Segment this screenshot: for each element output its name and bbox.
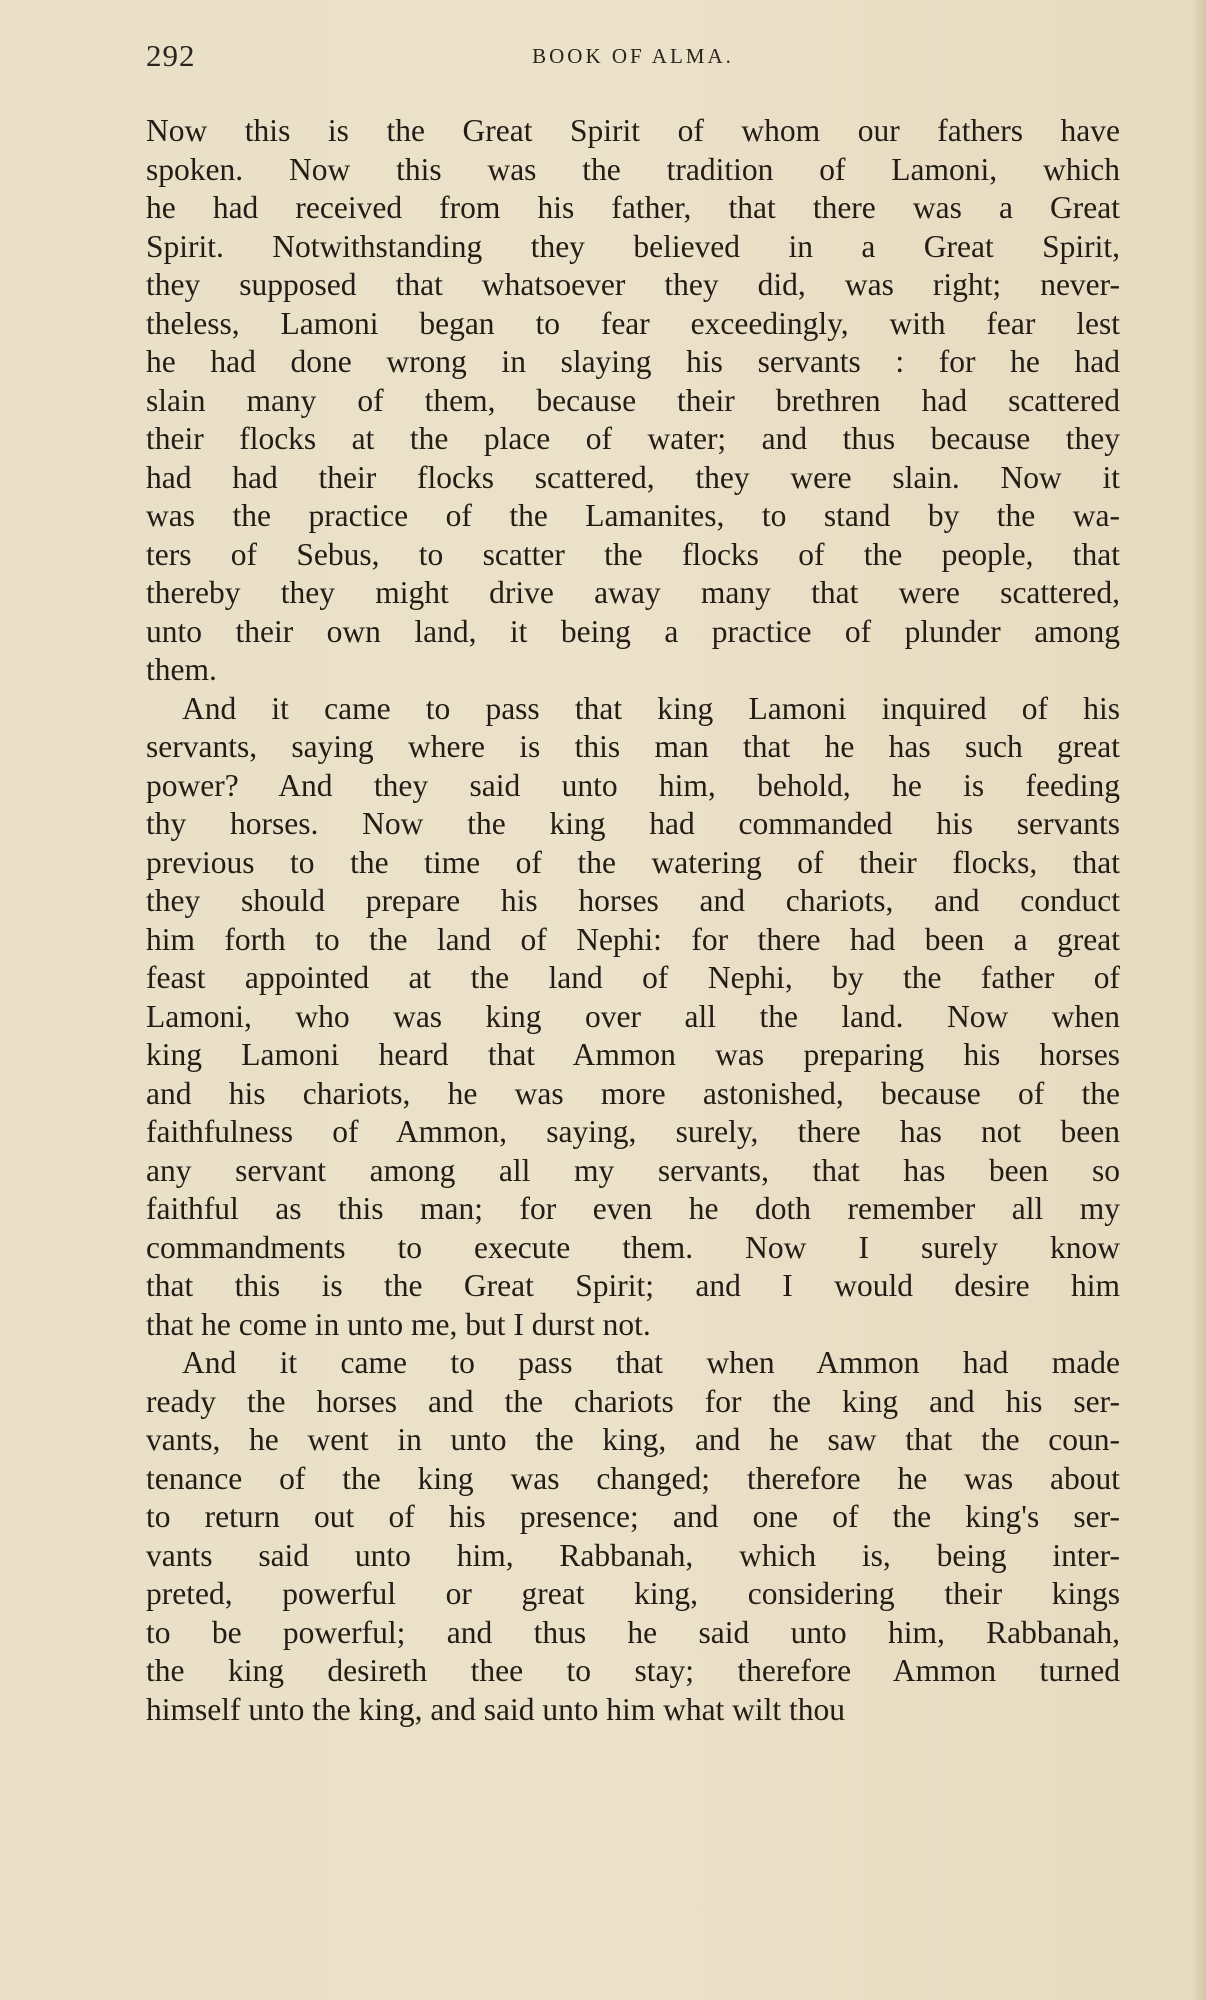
- text-line: him forth to the land of Nephi: for there had been a great: [146, 921, 1120, 957]
- text-line: preted, powerful or great king, considering their kings: [146, 1576, 1120, 1611]
- text-line: thy horses. Now the king had commanded his servants: [146, 806, 1120, 841]
- text-line: they should prepare his horses and chariots, and conduct: [146, 883, 1120, 918]
- text-line: their flocks at the place of water; and thus because they: [146, 421, 1120, 456]
- text-line: Now this is the Great Spirit of whom our fathers have: [146, 113, 1120, 148]
- text-line: tenance of the king was changed; therefore he was about: [146, 1460, 1120, 1496]
- text-line: was the practice of the Lamanites, to stand by the wa-: [146, 498, 1120, 533]
- text-line: vants said unto him, Rabbanah, which is, being inter-: [146, 1537, 1120, 1573]
- text-line: faithful as this man; for even he doth remember all my: [146, 1191, 1120, 1226]
- text-line: Spirit. Notwithstanding they believed in a Great Spirit,: [146, 228, 1120, 264]
- text-line: commandments to execute them. Now I surely know: [146, 1229, 1120, 1265]
- text-line: to be powerful; and thus he said unto him, Rabbanah,: [146, 1614, 1120, 1650]
- text-line: he had received from his father, that there was a Great: [146, 190, 1120, 225]
- text-line: he had done wrong in slaying his servants : for he had: [146, 344, 1120, 379]
- text-line: theless, Lamoni began to fear exceedingly, with fear lest: [146, 305, 1120, 341]
- text-line: ters of Sebus, to scatter the flocks of the people, that: [146, 536, 1120, 572]
- text-line: they supposed that whatsoever they did, was right; never-: [146, 267, 1120, 302]
- text-line: himself unto the king, and said unto him what wilt thou: [146, 1691, 846, 1727]
- text-line: And it came to pass that when Ammon had made: [182, 1345, 1120, 1380]
- paragraph: [146, 1344, 1120, 1729]
- text-line: that this is the Great Spirit; and I would desire him: [146, 1268, 1120, 1303]
- text-line: spoken. Now this was the tradition of Lamoni, which: [146, 151, 1120, 187]
- text-line: to return out of his presence; and one of the king's ser-: [146, 1499, 1120, 1534]
- page-number: 292: [146, 38, 196, 73]
- text-line: vants, he went in unto the king, and he saw that the coun-: [146, 1422, 1120, 1457]
- text-line: servants, saying where is this man that he has such great: [146, 729, 1120, 764]
- text-line: thereby they might drive away many that were scattered,: [146, 575, 1120, 610]
- text-line: and his chariots, he was more astonished, because of the: [146, 1075, 1120, 1111]
- body-text: [146, 112, 1120, 1729]
- text-line: the king desireth thee to stay; therefore Ammon turned: [146, 1653, 1120, 1688]
- text-line: slain many of them, because their brethren had scattered: [146, 382, 1120, 418]
- text-line: any servant among all my servants, that has been so: [146, 1152, 1120, 1188]
- text-line: previous to the time of the watering of their flocks, that: [146, 844, 1120, 880]
- paragraph: [146, 690, 1120, 1345]
- text-line: unto their own land, it being a practice of plunder among: [146, 613, 1120, 649]
- text-line: power? And they said unto him, behold, he is feeding: [146, 767, 1120, 803]
- paragraph: [146, 112, 1120, 690]
- text-line: had had their flocks scattered, they were slain. Now it: [146, 459, 1120, 495]
- text-line: And it came to pass that king Lamoni inquired of his: [182, 690, 1120, 726]
- text-line: Lamoni, who was king over all the land. Now when: [146, 998, 1120, 1034]
- text-line: king Lamoni heard that Ammon was preparing his horses: [146, 1037, 1120, 1072]
- text-line: ready the horses and the chariots for the king and his ser-: [146, 1383, 1120, 1419]
- text-line: that he come in unto me, but I durst not.: [146, 1306, 651, 1342]
- text-line: them.: [146, 652, 217, 687]
- text-line: faithfulness of Ammon, saying, surely, there has not been: [146, 1114, 1120, 1149]
- page-header: [146, 38, 1120, 78]
- running-head: BOOK OF ALMA.: [532, 44, 734, 68]
- text-line: feast appointed at the land of Nephi, by the father of: [146, 960, 1120, 995]
